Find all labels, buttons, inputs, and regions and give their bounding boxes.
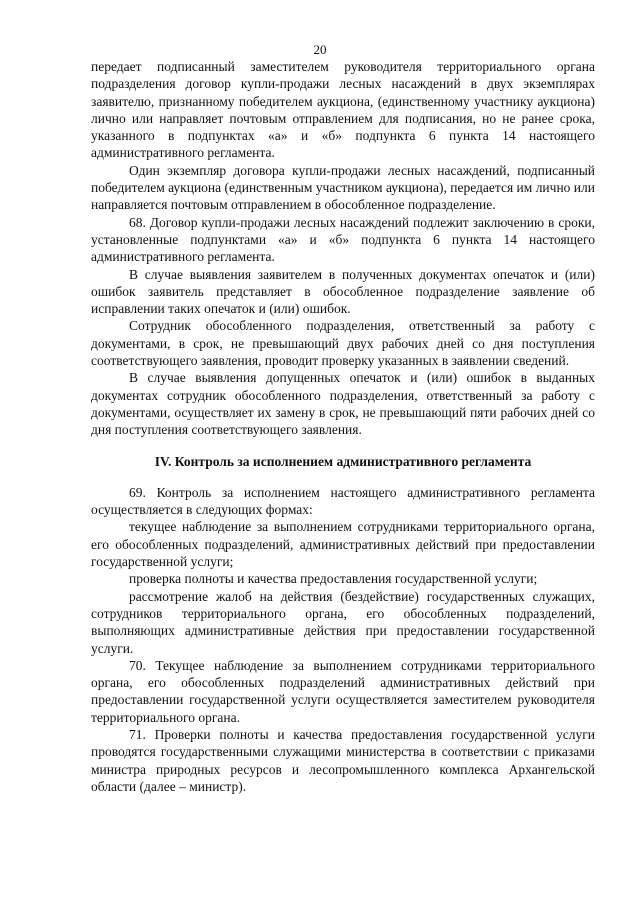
paragraph-employee-check: Сотрудник обособленного подразделения, ответственный за работу с документами, в срок, не превышающий двух рабочих дней со дня поступления соответствующего заявления, проводит проверку указанных в заявлении сведений. <box>91 318 595 369</box>
paragraph-current-monitoring: текущее наблюдение за выполнением сотрудниками территориального органа, его обособленных подразделений, административных действий при предоставлении государственной услуги; <box>91 519 595 570</box>
document-body <box>91 58 595 795</box>
paragraph-quality-check: проверка полноты и качества предоставления государственной услуги; <box>129 571 538 587</box>
paragraph-70: 70. Текущее наблюдение за выполнением сотрудниками территориального органа, его обособленных подразделений административных действий при предоставлении государственной услуги осуществляется заместителем руководителя территориального органа. <box>91 657 595 725</box>
paragraph-replacement: В случае выявления допущенных опечаток и (или) ошибок в выданных документах сотрудник обособленного подразделения, ответственный за работу с документами, осуществляет их замену в срок, не превышающий пяти рабочих дней со дня поступления соответствующего заявления. <box>91 370 595 438</box>
paragraph-continuation: передает подписанный заместителем руководителя территориального органа подразделения договор купли-продажи лесных насаждений в двух экземплярах заявителю, признанному победителем аукциона, (единственному участнику аукциона) лично или направляет почтовым отправлением для подписания, но не ранее срока, указанного в подпунктах «а» и «б» подпункта 6 пункта 14 настоящего административного регламента. <box>91 59 595 161</box>
paragraph-errors-detected: В случае выявления заявителем в полученных документах опечаток и (или) ошибок заявитель представляет в обособленное подразделение заявление об исправлении таких опечаток и (или) ошибок. <box>91 266 595 317</box>
paragraph-complaints: рассмотрение жалоб на действия (бездействие) государственных служащих, сотрудников территориального органа, его обособленных подразделений, выполняющих административные действия при предоставлении государственной услуги. <box>91 588 595 656</box>
paragraph-71: 71. Проверки полноты и качества предоставления государственной услуги проводятся государственными служащими министерства в соответствии с приказами министра природных ресурсов и лесопромышленного комплекса Архангельской области (далее – министр). <box>91 726 595 794</box>
paragraph-68: 68. Договор купли-продажи лесных насаждений подлежит заключению в сроки, установленные подпунктами «а» и «б» подпункта 6 пункта 14 настоящего административного регламента. <box>91 214 595 265</box>
paragraph-contract-copy: Один экземпляр договора купли-продажи лесных насаждений, подписанный победителем аукциона (единственным участником аукциона), передается им лично или направляется почтовым отправлением в обособленное подразделение. <box>91 162 595 213</box>
paragraph-69: 69. Контроль за исполнением настоящего административного регламента осуществляется в следующих формах: <box>91 484 595 518</box>
section-heading: IV. Контроль за исполнением административного регламента <box>154 453 532 469</box>
page-number: 20 <box>313 42 327 57</box>
